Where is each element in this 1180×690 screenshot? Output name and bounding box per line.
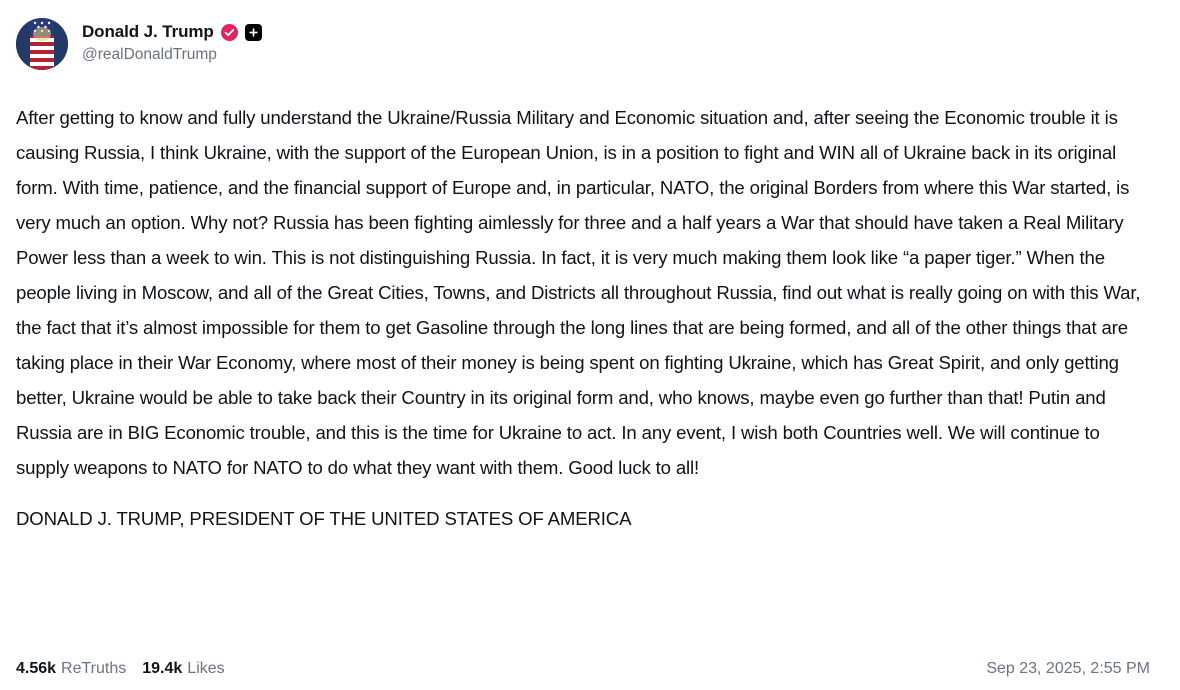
author-name-row <box>82 22 262 42</box>
likes-count: 19.4k <box>142 660 183 677</box>
retruths-count: 4.56k <box>16 660 57 677</box>
post-signature: DONALD J. TRUMP, PRESIDENT OF THE UNITED STATES OF AMERICA <box>16 508 632 529</box>
likes-stat[interactable] <box>142 660 224 678</box>
post-body-text: After getting to know and fully understand the Ukraine/Russia Military and Economic situation and, after seeing the Economic trouble it is causing Russia, I think Ukraine, with the support of the European Union, is in a position to fight and WIN all of Ukraine back in its original form. With time, patience, and the financial support of Europe and, in particular, NATO, the original Borders from where this War started, is very much an option. Why not? Russia has been fighting aimlessly for three and a half years a War that should have taken a Real Military Power less than a week to win. This is not distinguishing Russia. In fact, it is very much making them look like “a paper tiger.” When the people living in Moscow, and all of the Great Cities, Towns, and Districts all throughout Russia, find out what is really going on with this War, the fact that it’s almost impossible for them to get Gasoline through the long lines that are being formed, and all of the other things that are taking place in their War Economy, where most of their money is being spent on fighting Ukraine, which has Great Spirit, and only getting better, Ukraine would be able to take back their Country in its original form and, who knows, maybe even go further than that! Putin and Russia are in BIG Economic trouble, and this is the time for Ukraine to act. In any event, I wish both Countries well. We will continue to supply weapons to NATO for NATO to do what they want with them. Good luck to all! <box>16 107 1141 478</box>
post-header <box>16 18 1150 82</box>
author-block <box>82 18 262 64</box>
avatar[interactable] <box>16 18 68 70</box>
post-stats <box>16 660 235 678</box>
post-footer <box>16 660 1150 678</box>
plus-badge-icon <box>245 24 262 41</box>
retruths-stat[interactable] <box>16 660 126 678</box>
author-display-name: Donald J. Trump <box>82 22 214 41</box>
author-handle[interactable]: @realDonaldTrump <box>82 46 217 63</box>
post-timestamp: Sep 23, 2025, 2:55 PM <box>986 660 1150 677</box>
retruths-label: ReTruths <box>61 660 127 677</box>
likes-label: Likes <box>187 660 225 677</box>
verified-check-icon <box>221 24 238 41</box>
